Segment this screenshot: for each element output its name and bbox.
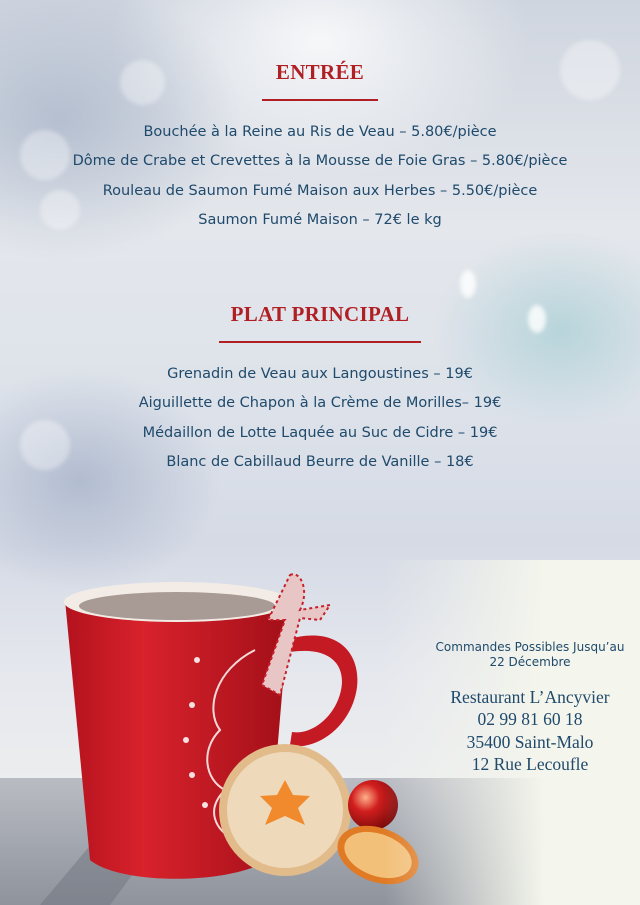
order-note-line2: 22 Décembre [489,655,571,669]
order-deadline-note [410,640,640,670]
menu-item: Aiguillette de Chapon à la Crème de Morilles– 19€ [138,395,502,412]
entree-list [0,118,640,235]
restaurant-street: 12 Rue Lecoufle [471,753,589,774]
menu-item: Bouchée à la Reine au Ris de Veau – 5.80€/pièce [143,124,497,140]
restaurant-phone: 02 99 81 60 18 [477,709,583,730]
section-title-plat-principal: PLAT PRINCIPAL [230,302,410,326]
menu-item: Blanc de Cabillaud Beurre de Vanille – 18€ [166,453,474,470]
section-divider [262,99,378,101]
plat-principal-section [0,302,640,477]
entree-section [0,60,640,235]
menu-item: Dôme de Crabe et Crevettes à la Mousse de Foie Gras – 5.80€/pièce [72,153,568,170]
restaurant-name: Restaurant L’Ancyvier [450,687,610,707]
restaurant-city: 35400 Saint-Malo [466,731,594,752]
menu-item: Grenadin de Veau aux Langoustines – 19€ [167,366,473,382]
plat-principal-list [0,360,640,477]
menu-item: Rouleau de Saumon Fumé Maison aux Herbes – 5.50€/pièce [102,182,538,199]
bokeh-light [460,270,476,298]
menu-item: Saumon Fumé Maison – 72€ le kg [198,211,442,228]
menu-item: Médaillon de Lotte Laquée au Suc de Cidre – 19€ [142,424,498,441]
section-title-entree: ENTRÉE [275,60,365,84]
order-note-line1: Commandes Possibles Jusqu’au [435,640,625,654]
section-divider [219,341,421,343]
restaurant-contact [410,686,640,775]
